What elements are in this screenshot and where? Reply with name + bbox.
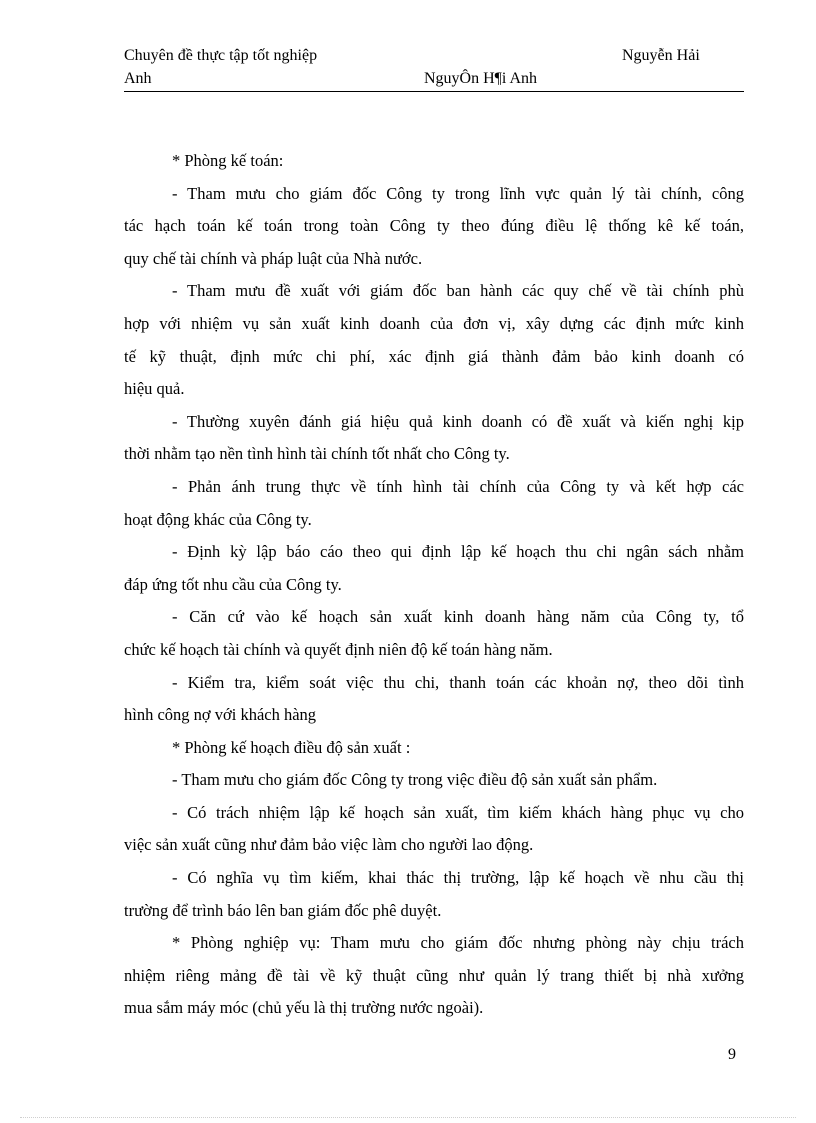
text-line: tế kỹ thuật, định mức chi phí, xác định giá thành đảm bảo kinh doanh có <box>124 346 744 366</box>
header-document-title: Chuyên đề thực tập tốt nghiệp <box>124 47 318 64</box>
document-body <box>124 145 744 1025</box>
text-line: - Căn cứ vào kế hoạch sản xuất kinh doanh hàng năm của Công ty, tổ <box>172 607 744 627</box>
page-header <box>124 45 744 92</box>
text-line: hợp với nhiệm vụ sản xuất kinh doanh của đơn vị, xây dựng các định mức kinh <box>124 313 744 333</box>
text-line: trường để trình báo lên ban giám đốc phê duyệt. <box>124 900 442 920</box>
text-line: - Có trách nhiệm lập kế hoạch sản xuất, tìm kiếm khách hàng phục vụ cho <box>172 802 744 822</box>
text-line: - Kiểm tra, kiểm soát việc thu chi, thanh toán các khoản nợ, theo dõi tình <box>172 672 744 692</box>
text-line: - Định kỳ lập báo cáo theo qui định lập kế hoạch thu chi ngân sách nhằm <box>172 542 744 562</box>
header-author-name: Nguyễn Hải <box>622 47 700 64</box>
page-bottom-divider <box>20 1117 796 1118</box>
text-line: đáp ứng tốt nhu cầu của Công ty. <box>124 574 342 594</box>
text-line: hình công nợ với khách hàng <box>124 705 317 725</box>
text-line: hoạt động khác của Công ty. <box>124 509 312 529</box>
text-line: việc sản xuất cũng như đảm bảo việc làm cho người lao động. <box>124 835 534 855</box>
text-line: - Tham mưu cho giám đốc Công ty trong việc điều độ sản xuất sản phẩm. <box>172 770 658 790</box>
page-number: 9 <box>728 1046 736 1063</box>
text-line: * Phòng nghiệp vụ: Tham mưu cho giám đốc nhưng phòng này chịu trách <box>172 933 744 953</box>
text-line: quy chế tài chính và pháp luật của Nhà nước. <box>124 248 423 268</box>
text-line: mua sắm máy móc (chủ yếu là thị trường nước ngoài). <box>124 998 484 1018</box>
text-line: - Tham mưu đề xuất với giám đốc ban hành các quy chế về tài chính phù <box>172 281 744 301</box>
text-line: * Phòng kế hoạch điều độ sản xuất : <box>172 737 411 757</box>
text-line: - Thường xuyên đánh giá hiệu quả kinh doanh có đề xuất và kiến nghị kịp <box>172 411 744 431</box>
text-line: - Tham mưu cho giám đốc Công ty trong lĩnh vực quản lý tài chính, công <box>172 183 744 203</box>
text-line: thời nhằm tạo nền tình hình tài chính tốt nhất cho Công ty. <box>124 444 510 464</box>
text-line: tác hạch toán kế toán trong toàn Công ty theo đúng điều lệ thống kê kế toán, <box>124 216 744 236</box>
text-line: - Phản ánh trung thực về tính hình tài chính của Công ty và kết hợp các <box>172 476 744 496</box>
text-line: chức kế hoạch tài chính và quyết định niên độ kế toán hàng năm. <box>124 639 553 659</box>
text-line: hiệu quả. <box>124 379 185 399</box>
header-author-garbled: NguyÔn H¶i Anh <box>424 70 538 87</box>
text-line: - Có nghĩa vụ tìm kiếm, khai thác thị trường, lập kế hoạch về nhu cầu thị <box>172 868 744 888</box>
header-author-name-wrap: Anh <box>124 70 152 87</box>
text-line: nhiệm riêng mảng đề tài về kỹ thuật cũng như quản lý trang thiết bị nhà xưởng <box>124 965 744 985</box>
text-line: * Phòng kế toán: <box>172 151 284 170</box>
